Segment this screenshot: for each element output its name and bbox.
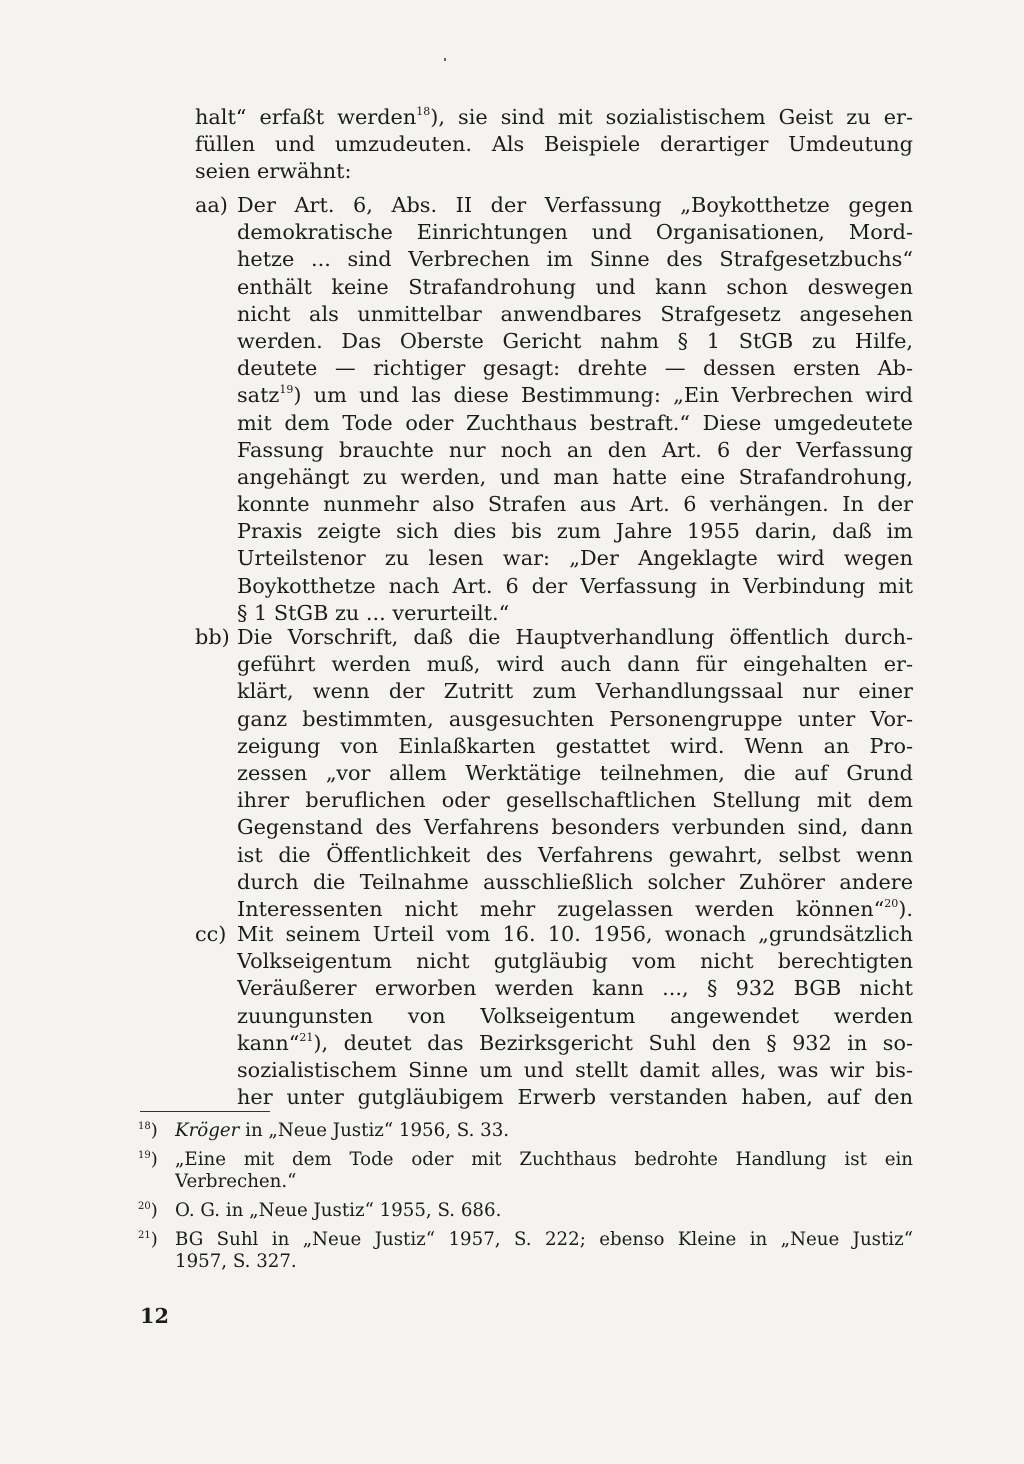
footnote-rule <box>140 1111 270 1112</box>
text-line: konnte nunmehr also Strafen aus Art. 6 verhängen. In der <box>237 492 913 517</box>
text-line: sozialistischem Sinne um und stellt damit alles, was wir bis- <box>237 1057 913 1082</box>
text-line: zessen „vor allem Werktätige teilnehmen, die auf Grund <box>237 760 913 785</box>
footnote-21 <box>138 1229 913 1273</box>
footnote-19 <box>138 1149 913 1193</box>
text-line: enthält keine Strafandrohung und kann schon deswegen <box>237 274 913 299</box>
text-line: Urteilstenor zu lesen war: „Der Angeklagte wird wegen <box>237 546 913 571</box>
text-line: Die Vorschrift, daß die Hauptverhandlung öffentlich durch- <box>237 625 913 649</box>
list-label: bb) <box>195 625 230 649</box>
text-line: halt“ erfaßt werden$^{18}$), sie sind mit sozialistischem Geist zu er- <box>195 105 913 129</box>
text-line: Gegenstand des Verfahrens besonders verbunden sind, dann <box>237 815 913 840</box>
footnotes <box>138 1120 913 1280</box>
text-line: klärt, wenn der Zutritt zum Verhandlungssaal nur einer <box>237 679 913 704</box>
footnote-text: Kröger in „Neue Justiz“ 1956, S. 33. <box>175 1120 510 1141</box>
text-line: Der Art. 6, Abs. II der Verfassung „Boykotthetze gegen <box>237 193 913 217</box>
text-line: ist die Öffentlichkeit des Verfahrens gewahrt, selbst wenn <box>237 842 913 867</box>
page-number: 12 <box>140 1303 169 1328</box>
text-line: Fassung brauchte nur noch an den Art. 6 der Verfassung <box>237 437 913 462</box>
text-line: nicht als unmittelbar anwendbares Strafgesetz angesehen <box>237 301 913 326</box>
footnote-text: Verbrechen.“ <box>175 1171 297 1192</box>
text-line: demokratische Einrichtungen und Organisationen, Mord- <box>237 220 913 245</box>
text-line: § 1 StGB zu ... verurteilt.“ <box>237 600 510 625</box>
text-line: füllen und umzudeuten. Als Beispiele derartiger Umdeutung <box>195 132 913 157</box>
list-aa <box>195 192 913 627</box>
footnote-number: $^{20}$) <box>138 1200 158 1221</box>
text-line: satz$^{19}$) um und las diese Bestimmung: „Ein Verbrechen wird <box>237 383 913 408</box>
text-line: Interessenten nicht mehr zugelassen werden können“$^{20}$). <box>237 896 913 921</box>
text-line: Mit seinem Urteil vom 16. 10. 1956, wonach „grundsätzlich <box>237 922 913 946</box>
text-line: her unter gutgläubigem Erwerb verstanden haben, auf den <box>237 1085 913 1110</box>
text-line: hetze ... sind Verbrechen im Sinne des Strafgesetzbuchs“ <box>237 247 913 272</box>
list-bb <box>195 624 913 923</box>
text-line: zeigung von Einlaßkarten gestattet wird. Wenn an Pro- <box>237 733 913 758</box>
text-line: kann“$^{21}$), deutet das Bezirksgericht Suhl den § 932 in so- <box>237 1030 913 1055</box>
text-line: Boykotthetze nach Art. 6 der Verfassung in Verbindung mit <box>237 573 913 598</box>
footnote-text: 1957, S. 327. <box>175 1251 297 1272</box>
main-paragraph <box>195 104 913 186</box>
footnote-20 <box>138 1200 913 1222</box>
footnote-number: $^{21}$) <box>138 1229 158 1250</box>
text-line: ihrer beruflichen oder gesellschaftlichen Stellung mit dem <box>237 788 913 813</box>
text-line: ganz bestimmten, ausgesuchten Personengruppe unter Vor- <box>237 706 913 731</box>
list-label: aa) <box>195 193 228 217</box>
footnote-text: „Eine mit dem Tode oder mit Zuchthaus bedrohte Handlung ist ein <box>175 1149 913 1170</box>
text-line: geführt werden muß, wird auch dann für eingehalten er- <box>237 652 913 677</box>
text-line: seien erwähnt: <box>195 159 352 184</box>
footnote-text: O. G. in „Neue Justiz“ 1955, S. 686. <box>175 1200 502 1221</box>
footnote-number: $^{18}$) <box>138 1120 158 1141</box>
text-line: deutete — richtiger gesagt: drehte — dessen ersten Ab- <box>237 356 913 381</box>
footnote-number: $^{19}$) <box>138 1149 158 1170</box>
text-line: mit dem Tode oder Zuchthaus bestraft.“ Diese umgedeutete <box>237 410 913 435</box>
print-speck <box>444 58 446 61</box>
text-line: zuungunsten von Volkseigentum angewendet werden <box>237 1003 913 1028</box>
text-line: Praxis zeigte sich dies bis zum Jahre 1955 darin, daß im <box>237 519 913 544</box>
text-line: durch die Teilnahme ausschließlich solcher Zuhörer andere <box>237 869 913 894</box>
footnote-18 <box>138 1120 913 1142</box>
list-cc <box>195 921 913 1111</box>
text-line: Volkseigentum nicht gutgläubig vom nicht berechtigten <box>237 949 913 974</box>
text-line: Veräußerer erworben werden kann ..., § 932 BGB nicht <box>237 976 913 1001</box>
text-line: angehängt zu werden, und man hatte eine Strafandrohung, <box>237 464 913 489</box>
text-line: werden. Das Oberste Gericht nahm § 1 StGB zu Hilfe, <box>237 328 913 353</box>
list-label: cc) <box>195 922 227 946</box>
footnote-text: BG Suhl in „Neue Justiz“ 1957, S. 222; ebenso Kleine in „Neue Justiz“ <box>175 1229 913 1250</box>
